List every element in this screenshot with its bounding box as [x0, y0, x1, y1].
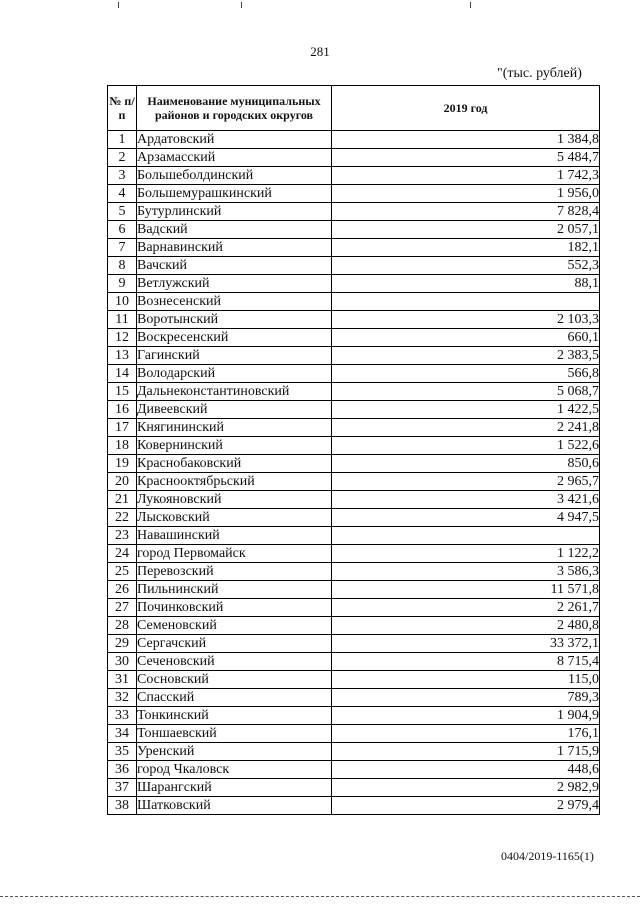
row-name: Дивеевский	[137, 401, 332, 419]
row-number: 4	[108, 185, 137, 203]
table-row	[108, 689, 600, 707]
row-number: 34	[108, 725, 137, 743]
row-value: 7 828,4	[332, 203, 600, 221]
row-name: Володарский	[137, 365, 332, 383]
row-number: 30	[108, 653, 137, 671]
row-name: Ветлужский	[137, 275, 332, 293]
row-value: 552,3	[332, 257, 600, 275]
row-name: Варнавинский	[137, 239, 332, 257]
table-row	[108, 347, 600, 365]
row-value: 2 965,7	[332, 473, 600, 491]
row-value: 8 715,4	[332, 653, 600, 671]
units-label: "(тыс. рублей)	[497, 66, 582, 81]
row-name: Бутурлинский	[137, 203, 332, 221]
row-number: 28	[108, 617, 137, 635]
document-code: 0404/2019-1165(1)	[501, 849, 594, 863]
row-value: 5 484,7	[332, 149, 600, 167]
row-name: Тоншаевский	[137, 725, 332, 743]
row-name: Большемурашкинский	[137, 185, 332, 203]
row-number: 38	[108, 797, 137, 815]
row-value: 2 982,9	[332, 779, 600, 797]
row-number: 31	[108, 671, 137, 689]
row-name: Воротынский	[137, 311, 332, 329]
row-number: 9	[108, 275, 137, 293]
row-value: 176,1	[332, 725, 600, 743]
table-row	[108, 527, 600, 545]
table-row	[108, 437, 600, 455]
row-number: 19	[108, 455, 137, 473]
row-number: 13	[108, 347, 137, 365]
row-name: Ковернинский	[137, 437, 332, 455]
table-row	[108, 239, 600, 257]
table-row	[108, 599, 600, 617]
row-number: 5	[108, 203, 137, 221]
row-value: 1 384,8	[332, 131, 600, 149]
row-name: Починковский	[137, 599, 332, 617]
row-number: 20	[108, 473, 137, 491]
table-row	[108, 761, 600, 779]
row-number: 16	[108, 401, 137, 419]
row-name: Уренский	[137, 743, 332, 761]
row-value: 566,8	[332, 365, 600, 383]
row-value: 1 904,9	[332, 707, 600, 725]
header-name: Наименование муниципальных районов и городских округов	[137, 86, 332, 131]
row-value: 182,1	[332, 239, 600, 257]
scan-bottom-line	[0, 896, 640, 897]
row-number: 36	[108, 761, 137, 779]
row-number: 22	[108, 509, 137, 527]
row-name: Спасский	[137, 689, 332, 707]
row-value: 448,6	[332, 761, 600, 779]
row-name: Лысковский	[137, 509, 332, 527]
row-name: город Первомайск	[137, 545, 332, 563]
row-value: 1 122,2	[332, 545, 600, 563]
table-row	[108, 185, 600, 203]
table-row	[108, 275, 600, 293]
row-value: 2 103,3	[332, 311, 600, 329]
row-name: Навашинский	[137, 527, 332, 545]
table-row	[108, 491, 600, 509]
table-row	[108, 725, 600, 743]
table-row	[108, 167, 600, 185]
row-value: 1 715,9	[332, 743, 600, 761]
row-number: 1	[108, 131, 137, 149]
row-value: 2 480,8	[332, 617, 600, 635]
row-value: 3 421,6	[332, 491, 600, 509]
row-value: 789,3	[332, 689, 600, 707]
row-name: Большеболдинский	[137, 167, 332, 185]
row-value: 2 057,1	[332, 221, 600, 239]
table-row	[108, 743, 600, 761]
row-name: Воскресенский	[137, 329, 332, 347]
table-row	[108, 293, 600, 311]
row-name: Вадский	[137, 221, 332, 239]
row-value: 1 422,5	[332, 401, 600, 419]
table-header	[108, 86, 600, 131]
table-row	[108, 365, 600, 383]
row-number: 18	[108, 437, 137, 455]
table-row	[108, 455, 600, 473]
row-value: 1 522,6	[332, 437, 600, 455]
row-number: 11	[108, 311, 137, 329]
row-number: 33	[108, 707, 137, 725]
row-name: Ардатовский	[137, 131, 332, 149]
row-number: 10	[108, 293, 137, 311]
table-row	[108, 401, 600, 419]
row-name: Гагинский	[137, 347, 332, 365]
table-row	[108, 617, 600, 635]
row-number: 2	[108, 149, 137, 167]
row-value	[332, 293, 600, 311]
row-name: Сосновский	[137, 671, 332, 689]
row-value: 115,0	[332, 671, 600, 689]
row-number: 21	[108, 491, 137, 509]
row-name: Семеновский	[137, 617, 332, 635]
header-year: 2019 год	[332, 86, 600, 131]
header-number: № п/п	[108, 86, 137, 131]
row-number: 6	[108, 221, 137, 239]
row-number: 23	[108, 527, 137, 545]
table-row	[108, 221, 600, 239]
row-value: 2 383,5	[332, 347, 600, 365]
row-value: 1 956,0	[332, 185, 600, 203]
row-value: 4 947,5	[332, 509, 600, 527]
table-row	[108, 131, 600, 149]
row-number: 24	[108, 545, 137, 563]
row-name: Краснооктябрьский	[137, 473, 332, 491]
row-name: Краснобаковский	[137, 455, 332, 473]
row-number: 14	[108, 365, 137, 383]
row-name: Лукояновский	[137, 491, 332, 509]
row-value: 2 261,7	[332, 599, 600, 617]
table-row	[108, 581, 600, 599]
row-number: 37	[108, 779, 137, 797]
row-name: Сеченовский	[137, 653, 332, 671]
row-number: 32	[108, 689, 137, 707]
table-body	[108, 131, 600, 815]
row-name: Тонкинский	[137, 707, 332, 725]
row-name: Шатковский	[137, 797, 332, 815]
row-name: Сергачский	[137, 635, 332, 653]
table-row	[108, 329, 600, 347]
row-name: Перевозский	[137, 563, 332, 581]
row-number: 27	[108, 599, 137, 617]
row-number: 25	[108, 563, 137, 581]
row-value: 3 586,3	[332, 563, 600, 581]
row-name: Дальнеконстантиновский	[137, 383, 332, 401]
row-value: 2 979,4	[332, 797, 600, 815]
table-row	[108, 203, 600, 221]
table-row	[108, 473, 600, 491]
row-name: Вознесенский	[137, 293, 332, 311]
table-row	[108, 311, 600, 329]
row-name: Княгининский	[137, 419, 332, 437]
row-name: Арзамасский	[137, 149, 332, 167]
table-row	[108, 383, 600, 401]
table-row	[108, 671, 600, 689]
row-value: 5 068,7	[332, 383, 600, 401]
row-number: 15	[108, 383, 137, 401]
row-name: Вачский	[137, 257, 332, 275]
row-number: 7	[108, 239, 137, 257]
scan-top-marks	[0, 2, 640, 8]
row-number: 26	[108, 581, 137, 599]
table-row	[108, 707, 600, 725]
row-value: 660,1	[332, 329, 600, 347]
row-value: 11 571,8	[332, 581, 600, 599]
row-name: Пильнинский	[137, 581, 332, 599]
row-number: 35	[108, 743, 137, 761]
row-name: город Чкаловск	[137, 761, 332, 779]
table-row	[108, 563, 600, 581]
table-row	[108, 257, 600, 275]
budget-table	[107, 85, 600, 815]
table-row	[108, 419, 600, 437]
row-value: 1 742,3	[332, 167, 600, 185]
row-value: 2 241,8	[332, 419, 600, 437]
table-row	[108, 779, 600, 797]
row-value: 33 372,1	[332, 635, 600, 653]
row-value: 88,1	[332, 275, 600, 293]
page-number: 281	[310, 44, 330, 59]
row-number: 8	[108, 257, 137, 275]
row-number: 3	[108, 167, 137, 185]
table-row	[108, 149, 600, 167]
row-number: 29	[108, 635, 137, 653]
row-number: 12	[108, 329, 137, 347]
table-row	[108, 653, 600, 671]
table-row	[108, 545, 600, 563]
row-value	[332, 527, 600, 545]
row-value: 850,6	[332, 455, 600, 473]
row-number: 17	[108, 419, 137, 437]
table-row	[108, 509, 600, 527]
table-row	[108, 635, 600, 653]
table-row	[108, 797, 600, 815]
row-name: Шарангский	[137, 779, 332, 797]
